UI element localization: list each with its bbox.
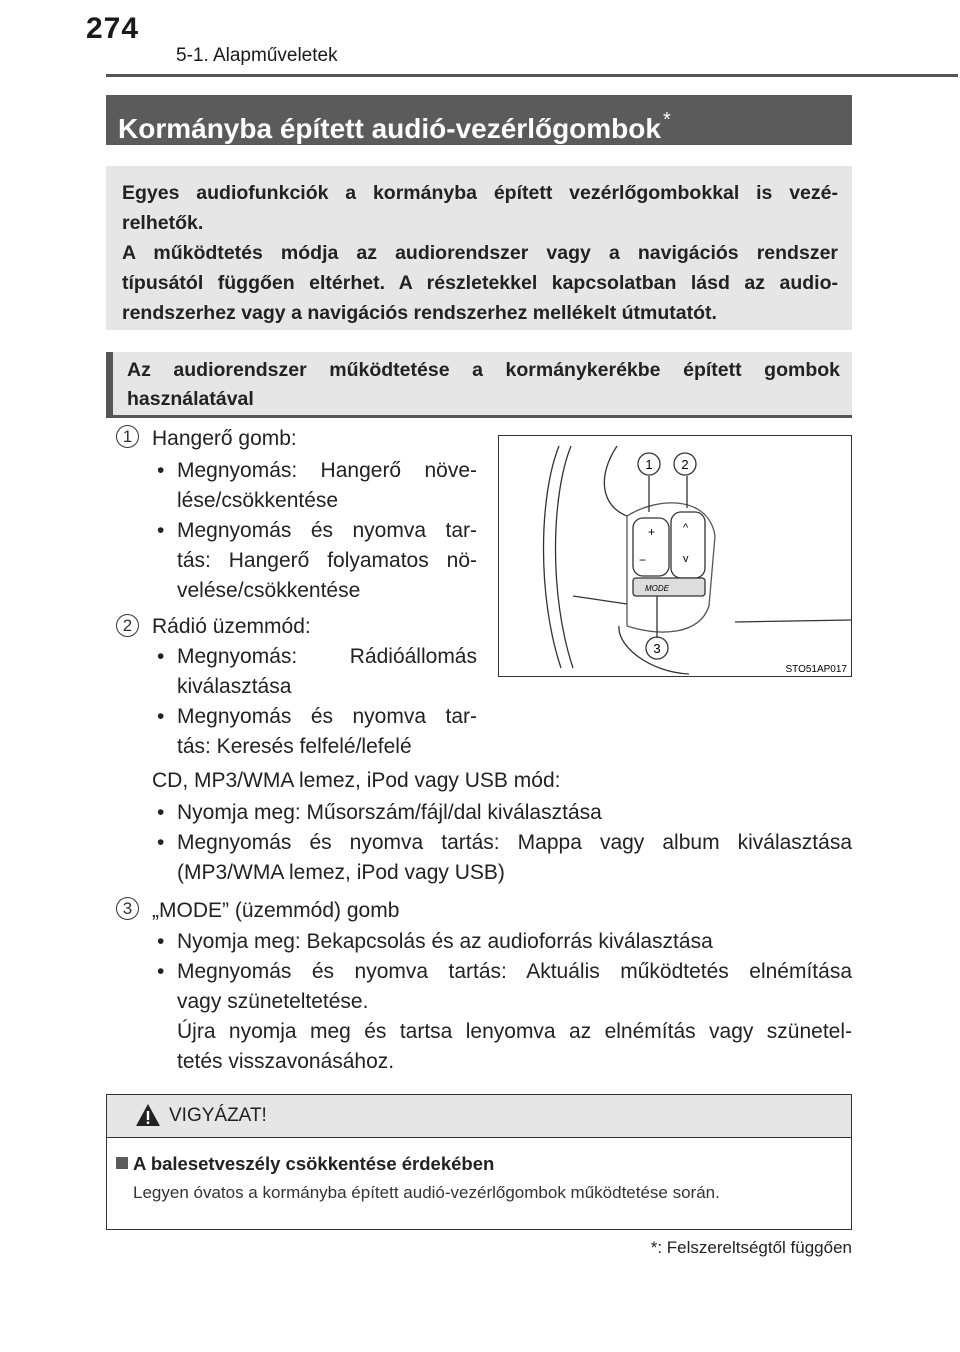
mode-button [633,578,705,596]
bullet-line: Megnyomás: Rádióállomás [177,645,477,668]
page-number: 274 [86,12,140,45]
item-2-bullet-4 [157,828,852,888]
item-2-bullet-2 [157,702,477,762]
subheading-line: Az audiorendszer működtetése a kormánykerékbe épített gombok [127,359,840,381]
bullet: • [157,801,165,824]
item-number-1: 1 [116,425,139,448]
dash-line [735,620,851,622]
bullet-line: Megnyomás és nyomva tar- [177,705,477,728]
bullet-line: (MP3/WMA lemez, iPod vagy USB) [177,861,505,884]
caution-text: Legyen óvatos a kormányba épített audió-vezérlőgombok működtetése során. [133,1183,720,1202]
bullet-line: vagy szüneteltetése. [177,990,369,1013]
bullet-line: kiválasztása [177,675,292,698]
seek-up-icon: ^ [683,522,689,534]
footnote: *: Felszereltségtől függően [650,1238,852,1257]
header-rule [106,74,958,77]
bullet-line: velése/csökkentése [177,579,361,602]
subheading-box [106,352,852,418]
intro-line: rendszerhez vagy a navigációs rendszerhez mellékelt útmutatót. [122,302,717,324]
callout-1-label: 1 [645,457,653,472]
caution-subtitle: A balesetveszély csökkentése érdekében [133,1153,495,1174]
bullet-line: Megnyomás és nyomva tartás: Aktuális működtetés elnémítása [177,960,852,983]
item-number-3: 3 [116,897,139,920]
bullet-line: tás: Keresés felfelé/lefelé [177,735,412,758]
subheading-line: használatával [127,388,254,410]
volume-minus-icon: − [639,553,647,567]
bullet: • [157,459,165,482]
bullet: • [157,930,165,953]
intro-line: Egyes audiofunkciók a kormányba épített vezérlőgombokkal is vezé- [122,182,838,204]
steering-wheel-illustration [499,436,851,676]
bullet-line: Nyomja meg: Bekapcsolás és az audioforrás kiválasztása [177,930,713,953]
item-3-title: „MODE” (üzemmód) gomb [152,899,400,922]
wheel-rim-outer [544,446,562,668]
bullet: • [157,831,165,854]
bullet-line: tetés visszavonásához. [177,1050,395,1073]
square-bullet-icon [116,1157,128,1169]
bullet-line: lése/csökkentése [177,489,339,512]
item-1-title: Hangerő gomb: [152,427,297,450]
bullet-line: Megnyomás és nyomva tartás: Mappa vagy album kiválasztása [177,831,852,854]
seek-down-icon: v [683,553,689,565]
caution-header [107,1095,851,1138]
title-footnote-mark: * [662,109,671,131]
intro-line: típusától függően eltérhet. A részletekkel kapcsolatban lásd az audio- [122,272,838,294]
item-2-title: Rádió üzemmód: [152,615,311,638]
caution-box [106,1094,852,1230]
wheel-rim-inner [556,446,574,668]
item-1-bullet-2 [157,516,477,606]
callout-2-label: 2 [681,457,689,472]
intro-line: A működtetés módja az audiorendszer vagy a navigációs rendszer [122,242,838,264]
caution-header-text: VIGYÁZAT! [169,1105,267,1126]
spoke-line [573,596,627,604]
item-3-bullet-1 [157,927,852,957]
item-1-bullet-1 [157,456,477,516]
page-title-text: Kormányba épített audió-vezérlőgombok [118,113,661,144]
intro-line: relhetők. [122,212,204,234]
mode-button-label: MODE [645,584,669,593]
item-number-2: 2 [116,614,139,637]
bullet: • [157,960,165,983]
steering-wheel-figure [498,435,852,677]
item-2-bullet-1 [157,642,477,702]
bullet-line: Megnyomás és nyomva tar- [177,519,477,542]
item-2-cd-title: CD, MP3/WMA lemez, iPod vagy USB mód: [152,769,561,792]
intro-box [106,166,852,330]
section-title: 5-1. Alapműveletek [176,45,338,66]
bullet: • [157,645,165,668]
item-3-bullet-2 [157,957,852,1077]
spoke-top [604,446,627,516]
figure-code: STO51AP017 [785,664,847,675]
volume-plus-icon: + [648,525,656,539]
callout-3-label: 3 [653,641,661,656]
bullet: • [157,705,165,728]
bullet-line: Nyomja meg: Műsorszám/fájl/dal kiválasztása [177,801,602,824]
bullet: • [157,519,165,542]
warning-icon [135,1103,161,1127]
bullet-line: tás: Hangerő folyamatos nö- [177,549,477,572]
bullet-line: Megnyomás: Hangerő növe- [177,459,477,482]
page-title [106,95,852,145]
bullet-line: Újra nyomja meg és tartsa lenyomva az elnémítás vagy szünetel- [177,1020,852,1043]
item-2-bullet-3 [157,798,852,828]
